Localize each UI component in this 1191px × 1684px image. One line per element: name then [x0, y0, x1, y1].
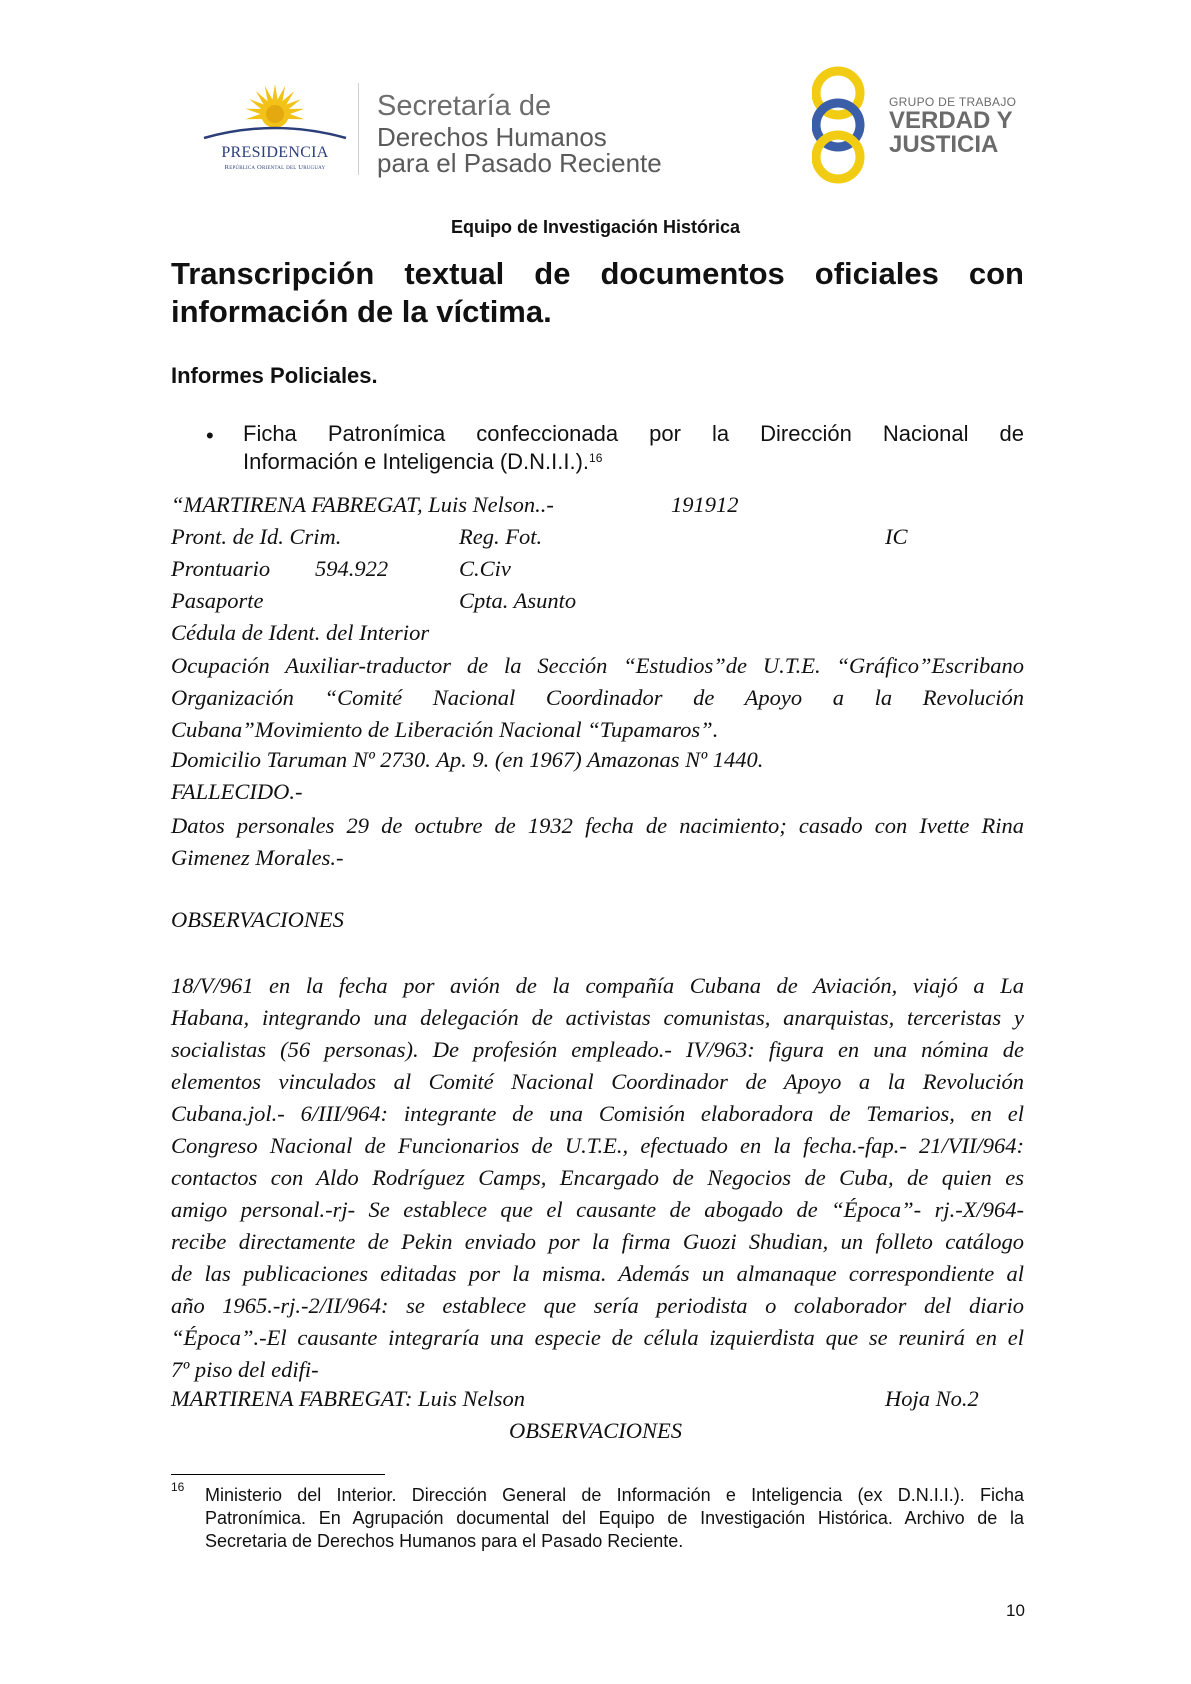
ficha-organizacion-2: Cubana”Movimiento de Liberación Nacional “Tupamaros”.	[171, 717, 719, 742]
ficha-fallecido: FALLECIDO.-	[171, 779, 303, 804]
team-heading: Equipo de Investigación Histórica	[450, 217, 741, 237]
bullet-item	[243, 420, 1024, 476]
obs-line: recibe directamente de Pekin enviado por la firma Guozi Shudian, un folleto catálogo	[171, 1229, 1024, 1254]
obs-line: “Época”.-El causante integraría una especie de célula izquierdista que se reunirá en el	[171, 1325, 1024, 1350]
title-line-1: Transcripción textual de documentos oficiales con	[171, 256, 1024, 291]
observaciones-heading: OBSERVACIONES	[171, 907, 344, 932]
ficha-page2-hoja: Hoja No.2	[885, 1386, 979, 1411]
ficha-cpta-asunto: Cpta. Asunto	[459, 588, 577, 613]
header-divider	[358, 83, 359, 175]
ficha-datos	[171, 810, 1024, 874]
obs-line: de las publicaciones editadas por la misma. Además un almanaque correspondiente al	[171, 1261, 1024, 1286]
obs-line: año 1965.-rj.-2/II/964: se establece que sería periodista o colaborador del diario	[171, 1293, 1024, 1318]
gtvj-line-2: VERDAD Y	[889, 107, 1013, 134]
ficha-c-civ: C.Civ	[459, 556, 511, 581]
presidencia-sublabel: República Oriental del Uruguay	[224, 164, 326, 171]
page-number: 10	[1006, 1601, 1025, 1620]
footnote-line-3: Secretaria de Derechos Humanos para el Pasado Reciente.	[205, 1531, 684, 1551]
obs-line: 18/V/961 en la fecha por avión de la compañía Cubana de Aviación, viajó a La	[171, 973, 1024, 998]
ficha-datos-2: Gimenez Morales.-	[171, 845, 344, 870]
footnote-text	[205, 1484, 1024, 1553]
ficha-ic: IC	[885, 524, 908, 549]
ficha-reg-fot: Reg. Fot.	[459, 524, 543, 549]
ficha-number: 191912	[671, 492, 739, 517]
obs-line: amigo personal.-rj- Se establece que el causante de abogado de “Época”- rj.-X/964-	[171, 1197, 1024, 1222]
obs-line-last: 7º piso del edifi-	[171, 1357, 319, 1382]
ficha-name: “MARTIRENA FABREGAT, Luis Nelson..-	[171, 492, 554, 517]
obs-line: contactos con Aldo Rodríguez Camps, Encargado de Negocios de Cuba, de quien es	[171, 1165, 1024, 1190]
ficha-page2-name: MARTIRENA FABREGAT: Luis Nelson	[171, 1386, 525, 1411]
footnote-line-2: Patronímica. En Agrupación documental del Equipo de Investigación Histórica. Archivo de la	[205, 1508, 1024, 1528]
ficha-prontuario-value: 594.922	[315, 556, 389, 581]
ficha-datos-1: Datos personales 29 de octubre de 1932 fecha de nacimiento; casado con Ivette Rina	[171, 813, 1024, 838]
obs-line: socialistas (56 personas). De profesión empleado.- IV/963: figura en una nómina de	[171, 1037, 1024, 1062]
bullet-marker: •	[206, 423, 214, 448]
obs-line: Habana, integrando una delegación de activistas comunistas, anarquistas, terceristas y	[171, 1005, 1024, 1030]
secretaria-line-3: para el Pasado Reciente	[377, 148, 662, 178]
ficha-pasaporte: Pasaporte	[171, 588, 264, 613]
secretaria-line-2: Derechos Humanos	[377, 122, 607, 152]
footnote-rule	[171, 1474, 385, 1475]
obs-line: Congreso Nacional de Funcionarios de U.T.E., efectuado en la fecha.-fap.- 21/VII/964:	[171, 1133, 1024, 1158]
obs-line: elementos vinculados al Comité Nacional Coordinador de Apoyo a la Revolución	[171, 1069, 1024, 1094]
ficha-ocupacion-organizacion	[171, 650, 1024, 746]
ficha-page2-observaciones: OBSERVACIONES	[509, 1418, 682, 1443]
observaciones-paragraph	[171, 970, 1024, 1386]
footnote-number: 16	[171, 1480, 185, 1494]
bullet-line-2: Información e Inteligencia (D.N.I.I.).	[243, 449, 590, 474]
obs-line: Cubana.jol.- 6/III/964: integrante de una Comisión elaboradora de Temarios, en el	[171, 1101, 1024, 1126]
gtvj-line-3: JUSTICIA	[889, 131, 999, 158]
bullet-line-1: Ficha Patronímica confeccionada por la Dirección Nacional de	[243, 421, 1024, 446]
ficha-prontuario-label: Prontuario	[171, 556, 271, 581]
ficha-pront-id: Pront. de Id. Crim.	[171, 524, 342, 549]
ficha-cedula: Cédula de Ident. del Interior	[171, 620, 430, 645]
footnote-line-1: Ministerio del Interior. Dirección General de Información e Inteligencia (ex D.N.I.I.). Ficha	[205, 1485, 1024, 1505]
footnote-ref: 16	[589, 451, 603, 465]
section-heading: Informes Policiales.	[171, 363, 378, 388]
secretaria-line-1: Secretaría de	[377, 90, 552, 122]
page-title	[171, 255, 1024, 331]
title-line-2: información de la víctima.	[171, 294, 552, 329]
ficha-organizacion-1: Organización “Comité Nacional Coordinador de Apoyo a la Revolución	[171, 685, 1024, 710]
gtvj-line-1: GRUPO DE TRABAJO	[889, 95, 1017, 109]
presidencia-label: PRESIDENCIA	[221, 144, 329, 161]
ficha-domicilio: Domicilio Taruman Nº 2730. Ap. 9. (en 1967) Amazonas Nº 1440.	[171, 747, 764, 772]
ficha-ocupacion: Ocupación Auxiliar-traductor de la Sección “Estudios”de U.T.E. “Gráfico”Escribano	[171, 653, 1024, 678]
